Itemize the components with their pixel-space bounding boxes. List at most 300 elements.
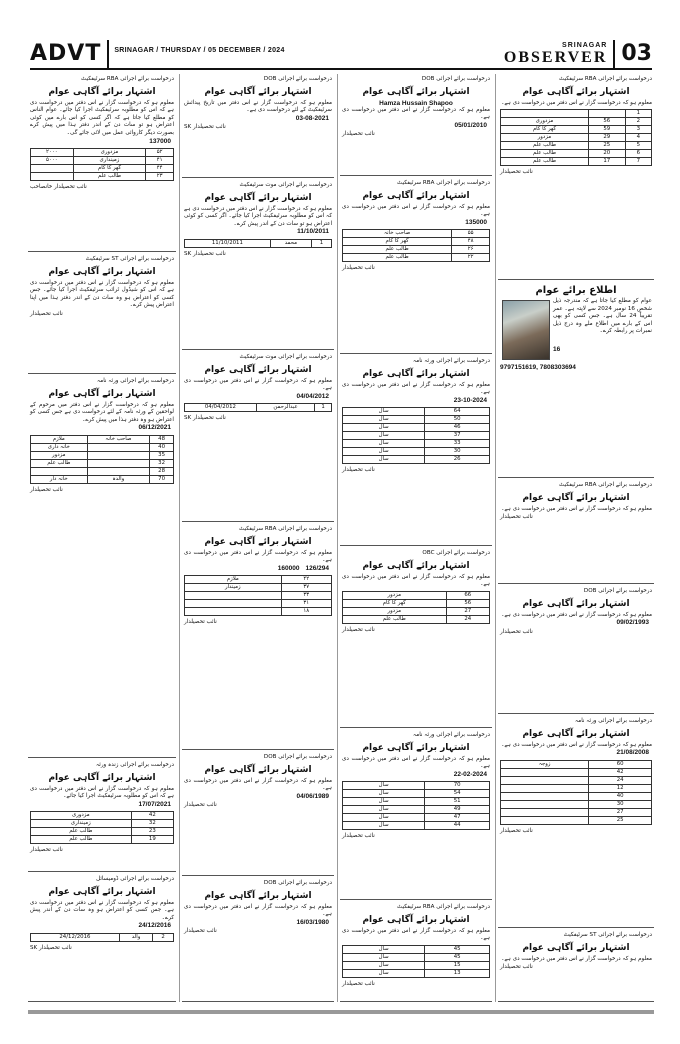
column-2 — [182, 74, 334, 1002]
heirs-table — [30, 811, 174, 844]
table-cell: 32 — [150, 459, 174, 467]
notice-date: 06/12/2021 — [138, 424, 171, 432]
notice-meta — [184, 919, 332, 928]
section-label: ADVT — [30, 40, 109, 68]
table-cell: ۳۷ — [281, 584, 331, 592]
table-cell: ۳۳ — [281, 592, 331, 600]
table-row — [31, 828, 174, 836]
ad-notice — [28, 376, 176, 758]
ad-notice — [498, 586, 654, 714]
table-cell: 19 — [131, 836, 173, 844]
signatory: نائب تحصیلدار SK — [30, 944, 72, 951]
table-row — [501, 110, 652, 118]
notice-heading: اشتہار برائے آگاہی عوام — [522, 492, 630, 503]
notice-date: 09/02/1993 — [616, 619, 649, 627]
table-row — [343, 953, 490, 961]
table-cell: عبدالرحمن — [256, 404, 314, 412]
table-cell: 37 — [425, 432, 490, 440]
table-cell: زوجہ — [501, 760, 589, 768]
table-row — [343, 591, 490, 599]
application-subject: درخواست برائے اجرائی DOB — [263, 880, 332, 886]
table-cell: 42 — [589, 768, 652, 776]
table-row — [343, 969, 490, 977]
notice-heading: اشتہار برائے آگاہی عوام — [362, 86, 470, 97]
table-cell — [501, 816, 589, 824]
notice-date: 22-02-2024 — [453, 770, 487, 778]
notice-heading: اشتہار برائے آگاہی عوام — [362, 560, 470, 571]
table-row — [501, 760, 652, 768]
ad-notice — [28, 760, 176, 872]
table-row — [343, 822, 490, 830]
table-row — [31, 812, 174, 820]
table-cell: مزدور — [343, 591, 447, 599]
signatory: نائب تحصیلدار — [342, 467, 375, 474]
heirs-table — [342, 945, 490, 978]
signatory: نائب تحصیلدار — [30, 486, 63, 493]
ad-notice — [182, 180, 334, 350]
notice-heading: اشتہار برائے آگاہی عوام — [204, 890, 312, 901]
notice-heading: اشتہار برائے آگاہی عوام — [522, 942, 630, 953]
brand-name: OBSERVER — [503, 49, 608, 66]
table-cell — [185, 600, 282, 608]
table-cell: 51 — [425, 798, 490, 806]
notice-heading: اشتہار برائے آگاہی عوام — [204, 86, 312, 97]
table-row — [343, 254, 490, 262]
notice-date: 16 — [553, 345, 561, 353]
table-cell: محمد — [270, 239, 311, 247]
table-row — [343, 806, 490, 814]
table-cell — [185, 592, 282, 600]
signatory: نائب تحصیلدار SK — [184, 250, 226, 257]
heirs-table — [342, 591, 490, 624]
table-cell: زمیندار — [185, 584, 282, 592]
notice-heading: اشتہار برائے آگاہی عوام — [204, 192, 312, 203]
table-cell: 70 — [425, 782, 490, 790]
application-subject: درخواست برائے اجرائی موت سرٹیفکیٹ — [239, 182, 332, 188]
table-cell: 24/12/2016 — [31, 933, 120, 941]
table-row — [185, 404, 332, 412]
notice-heading: اشتہار برائے آگاہی عوام — [48, 388, 156, 399]
notice-body: عوام کو مطلع کیا جاتا ہے کہ مندرجہ ذیل شخص 16 نومبر 2024 سے لاپتہ ہے۔ عمر تقریباً 24 سال ہے۔ جس کسی کو بھی اس کے بارے میں اطلاع ملے وہ درج ذیل نمبرات پر رابطہ کرے۔ — [553, 298, 653, 335]
table-row — [501, 816, 652, 824]
table-row — [31, 475, 174, 483]
application-subject: درخواست برائے اجرائی DOB — [583, 588, 652, 594]
table-cell: زمینداری — [31, 820, 132, 828]
table-cell — [501, 768, 589, 776]
table-row — [501, 792, 652, 800]
table-cell: گھر کا کام — [343, 238, 452, 246]
heirs-table — [500, 109, 652, 166]
table-cell: ۳۱ — [281, 600, 331, 608]
table-row — [343, 238, 490, 246]
notice-body: معلوم ہو کہ درخواست گزار نے اس دفتر میں درخواست دی ہے۔ — [342, 106, 490, 121]
signatory: نائب تحصیلدار خانصاحب — [30, 184, 87, 191]
table-cell: 54 — [425, 790, 490, 798]
table-cell: 04/04/2012 — [185, 404, 257, 412]
table-cell: سال — [343, 448, 425, 456]
application-subject: درخواست برائے اجرائی RBA سرٹیفکیٹ — [397, 904, 490, 910]
table-cell: مزدور — [343, 607, 447, 615]
table-cell: ۴۸ — [452, 238, 490, 246]
table-row — [343, 961, 490, 969]
table-cell: 26 — [425, 456, 490, 464]
table-cell: ۴۲ — [281, 576, 331, 584]
table-cell: ملازم — [185, 576, 282, 584]
table-cell: طالب علم — [31, 828, 132, 836]
notice-meta — [184, 228, 332, 237]
table-cell: گھر کا کام — [343, 599, 447, 607]
table-cell: 25 — [589, 816, 652, 824]
table-cell: 15 — [425, 961, 490, 969]
application-subject: درخواست برائے اجرائی DOB — [263, 754, 332, 760]
heirs-table — [500, 760, 652, 825]
table-row — [185, 608, 332, 616]
ad-notice — [498, 480, 654, 584]
ad-notice — [28, 874, 176, 1002]
missing-person-photo — [502, 300, 550, 360]
application-subject: درخواست برائے اجرائی RBA سرٹیفکیٹ — [239, 526, 332, 532]
table-cell: طالب علم — [31, 836, 132, 844]
ad-notice — [340, 356, 492, 546]
table-cell: گھر کا کام — [73, 165, 146, 173]
table-cell: 17 — [588, 158, 625, 166]
table-cell: ۱۸ — [281, 608, 331, 616]
table-row — [343, 246, 490, 254]
table-cell: سال — [343, 432, 425, 440]
table-cell: 45 — [425, 953, 490, 961]
table-row — [343, 456, 490, 464]
table-row — [31, 467, 174, 475]
table-cell: سال — [343, 416, 425, 424]
application-subject: درخواست برائے اجرائی RBA سرٹیفکیٹ — [559, 76, 652, 82]
table-cell: سال — [343, 424, 425, 432]
heirs-table — [184, 239, 332, 248]
table-cell — [501, 110, 589, 118]
table-row — [185, 576, 332, 584]
table-row — [343, 408, 490, 416]
table-cell: 7 — [625, 158, 651, 166]
table-row — [31, 836, 174, 844]
signatory: نائب تحصیلدار — [30, 310, 63, 317]
application-subject: درخواست برائے اجرائی DOB — [421, 76, 490, 82]
notice-heading: اشتہار برائے آگاہی عوام — [48, 266, 156, 277]
application-subject: درخواست برائے اجرائی ڈومیسائل — [96, 876, 174, 882]
table-cell: 11/10/2011 — [185, 239, 271, 247]
table-cell: صاحب خانہ — [87, 435, 150, 443]
notice-meta — [184, 565, 332, 574]
signatory: نائب تحصیلدار — [184, 619, 217, 626]
table-cell — [31, 173, 74, 181]
table-cell — [501, 792, 589, 800]
table-cell: 42 — [131, 812, 173, 820]
notice-body: معلوم ہو کہ درخواست گزار نے اس دفتر میں درخواست دی ہے کہ اس کو مطلوبہ سرٹیفکیٹ اجرا کیا جائے۔ اگر کسی کو کوئی اعتراض ہو تو سات دن کے اندر پیش کرے۔ — [184, 205, 332, 227]
table-cell: ۲۶ — [452, 246, 490, 254]
ad-notice — [340, 902, 492, 1002]
notice-body: معلوم ہو کہ درخواست گزار نے اس دفتر میں درخواست دی ہے۔ — [342, 203, 490, 218]
table-cell — [87, 467, 150, 475]
table-row — [343, 599, 490, 607]
table-cell: سال — [343, 814, 425, 822]
notice-body: معلوم ہو کہ درخواست گزار نے اس دفتر میں درخواست دی ہے۔ — [184, 903, 332, 918]
table-cell: 66 — [446, 591, 489, 599]
table-cell: مزدوری — [73, 149, 146, 157]
table-row — [343, 615, 490, 623]
table-cell: مزدور — [31, 451, 88, 459]
table-cell: مزدوری — [31, 812, 132, 820]
table-row — [343, 814, 490, 822]
table-cell: 6 — [625, 150, 651, 158]
table-cell: خانہ دار — [31, 475, 88, 483]
table-cell: ملازم — [31, 435, 88, 443]
table-cell: 4 — [625, 134, 651, 142]
table-cell: 50 — [425, 416, 490, 424]
table-cell: 44 — [425, 822, 490, 830]
table-row — [31, 820, 174, 828]
brand — [504, 42, 613, 66]
applicant-name: Hamza Hussain Shapoo — [379, 99, 453, 107]
ad-notice — [182, 74, 334, 178]
notice-heading: اشتہار برائے آگاہی عوام — [48, 86, 156, 97]
table-cell: ۵۰۰۰ — [31, 157, 74, 165]
notice-heading: اشتہار برائے آگاہی عوام — [48, 886, 156, 897]
application-subject: درخواست برائے اجرائی ورثہ نامہ — [412, 358, 490, 364]
ad-notice — [182, 352, 334, 522]
notice-body: معلوم ہو کہ درخواست گزار نے اس دفتر میں درخواست دی ہے۔ — [342, 755, 490, 770]
table-cell: 59 — [588, 126, 625, 134]
notice-meta — [342, 397, 490, 406]
notice-heading: اشتہار برائے آگاہی عوام — [48, 772, 156, 783]
notice-figure: 137000 — [149, 137, 171, 145]
notice-meta — [500, 749, 652, 758]
table-cell: 5 — [625, 142, 651, 150]
table-cell: 46 — [425, 424, 490, 432]
table-cell: 30 — [425, 448, 490, 456]
table-cell: ۲۲ — [452, 254, 490, 262]
ad-notice — [28, 254, 176, 374]
table-cell — [31, 165, 74, 173]
table-row — [343, 790, 490, 798]
heirs-table — [184, 575, 332, 616]
table-cell: سال — [343, 961, 425, 969]
dateline: SRINAGAR / THURSDAY / 05 DECEMBER / 2024 — [114, 47, 285, 54]
ad-notice — [340, 548, 492, 728]
notice-meta — [184, 793, 332, 802]
table-cell: طالب علم — [501, 142, 589, 150]
notice-date: 23-10-2024 — [453, 396, 487, 404]
notice-figure2: 160000 — [277, 564, 300, 572]
notice-body: معلوم ہو کہ درخواست گزار نے اس دفتر میں درخواست دی ہے۔ جس کسی کو اعتراض ہو وہ سات دن کے اندر پیش کرے۔ — [30, 899, 174, 921]
table-cell: ۵۲ — [146, 149, 174, 157]
table-cell — [501, 800, 589, 808]
notice-body: معلوم ہو کہ درخواست گزار نے اس دفتر میں درخواست دی ہے۔ — [501, 741, 652, 748]
application-subject: درخواست برائے اجرائی ورثہ نامہ — [574, 718, 652, 724]
table-row — [343, 782, 490, 790]
table-cell: خانہ داری — [31, 443, 88, 451]
page-number: 03 — [613, 40, 652, 68]
table-cell: 70 — [150, 475, 174, 483]
table-cell: ۴۱ — [146, 157, 174, 165]
table-row — [501, 150, 652, 158]
table-row — [501, 800, 652, 808]
signatory: نائب تحصیلدار — [500, 169, 533, 176]
table-cell: مزدور — [501, 134, 589, 142]
table-cell — [501, 776, 589, 784]
notice-body: معلوم ہو کہ درخواست گزار نے اس دفتر میں درخواست دی ہے۔ — [184, 377, 332, 392]
column-divider — [179, 74, 180, 1002]
table-cell: سال — [343, 806, 425, 814]
table-cell: طالب علم — [343, 246, 452, 254]
notice-meta — [342, 219, 490, 228]
table-cell: سال — [343, 953, 425, 961]
notice-title: اطلاع برائے عوام — [535, 285, 617, 296]
notice-heading: اشتہار برائے آگاہی عوام — [362, 190, 470, 201]
notice-date: 03-08-2021 — [295, 114, 329, 122]
table-cell: سال — [343, 456, 425, 464]
ad-notice — [340, 178, 492, 354]
notice-figure: 126/294 — [305, 564, 329, 572]
table-cell: 27 — [446, 607, 489, 615]
table-cell: 1 — [311, 239, 331, 247]
column-3 — [340, 74, 492, 1002]
table-cell — [501, 784, 589, 792]
signatory: نائب تحصیلدار — [30, 847, 63, 854]
table-cell: گھر کا کام — [501, 126, 589, 134]
table-cell: 40 — [589, 792, 652, 800]
notice-date: 17/07/2021 — [138, 800, 171, 808]
table-cell: سال — [343, 969, 425, 977]
table-cell: سال — [343, 782, 425, 790]
signatory: نائب تحصیلدار — [342, 833, 375, 840]
ad-notice — [498, 716, 654, 928]
notice-date: 21/08/2008 — [616, 749, 649, 757]
notice-body: معلوم ہو کہ درخواست گزار نے اس دفتر میں درخواست دی ہے کہ اس کو شیڈول ٹرائب سرٹیفکیٹ اجرا کیا جائے۔ جس کسی کو اعتراض ہو وہ سات دن کے اندر دفتر ہذا میں اپنا اعتراض پیش کرے۔ — [30, 279, 174, 309]
table-cell: ۲۳ — [146, 173, 174, 181]
notice-body: معلوم ہو کہ درخواست گزار نے اس دفتر میں درخواست دی ہے۔ — [184, 549, 332, 564]
table-cell: 2 — [153, 933, 174, 941]
table-cell: طالب علم — [73, 173, 146, 181]
application-subject: درخواست برائے اجرائی ورثہ نامہ — [96, 378, 174, 384]
heirs-table — [184, 403, 332, 412]
table-cell: 3 — [625, 126, 651, 134]
notice-figure: 135000 — [465, 218, 487, 226]
table-row — [343, 424, 490, 432]
table-row — [501, 768, 652, 776]
table-cell: 28 — [150, 467, 174, 475]
table-cell: والدہ — [87, 475, 150, 483]
table-cell: ۲۰۰۰ — [31, 149, 74, 157]
ad-columns — [28, 74, 654, 1002]
signatory: نائب تحصیلدار — [500, 628, 533, 635]
notice-heading: اشتہار برائے آگاہی عوام — [522, 728, 630, 739]
column-4 — [498, 74, 654, 1002]
notice-body: معلوم ہو کہ درخواست گزار نے اس دفتر میں مرحوم کے لواحقین کے ورثہ نامہ کے لئے درخواست دی ہے جس کسی کو اعتراض ہو وہ دفتر ہذا میں پیش کرے۔ — [30, 401, 174, 423]
application-subject: درخواست برائے اجرائی ST سرٹیفکیٹ — [563, 932, 652, 938]
masthead — [30, 38, 652, 70]
table-cell: 13 — [425, 969, 490, 977]
table-cell: سال — [343, 945, 425, 953]
notice-body: معلوم ہو کہ درخواست گزار نے اس دفتر میں درخواست دی ہے۔ — [501, 99, 652, 106]
application-subject: درخواست برائے اجرائی DOB — [263, 76, 332, 82]
notice-meta — [184, 393, 332, 402]
table-row — [343, 440, 490, 448]
table-cell: 23 — [131, 828, 173, 836]
heirs-table — [30, 435, 174, 484]
table-cell: 45 — [425, 945, 490, 953]
application-subject: درخواست برائے اجرائی RBA سرٹیفکیٹ — [397, 180, 490, 186]
table-cell — [87, 451, 150, 459]
table-cell — [87, 459, 150, 467]
notice-heading: اشتہار برائے آگاہی عوام — [362, 914, 470, 925]
table-row — [31, 435, 174, 443]
signatory: نائب تحصیلدار — [500, 827, 533, 834]
ad-notice — [498, 74, 654, 280]
table-cell: زمینداری — [73, 157, 146, 165]
signatory: نائب تحصیلدار — [500, 964, 533, 971]
signatory: نائب تحصیلدار — [500, 514, 533, 521]
heirs-table — [342, 229, 490, 262]
table-cell: سال — [343, 790, 425, 798]
ad-notice — [182, 878, 334, 1002]
table-row — [185, 239, 332, 247]
notice-meta — [30, 801, 174, 810]
heirs-table — [342, 781, 490, 830]
notice-body: معلوم ہو کہ درخواست گزار نے اس دفتر میں درخواست دی ہے۔ — [342, 381, 490, 396]
application-subject: درخواست برائے اجرائی ST سرٹیفکیٹ — [85, 256, 174, 262]
signatory: نائب تحصیلدار SK — [184, 124, 226, 131]
application-subject: درخواست برائے اجرائی OBC — [422, 550, 490, 556]
notice-meta — [30, 922, 174, 931]
notice-date: 11/10/2011 — [297, 228, 329, 236]
table-cell: طالب علم — [501, 150, 589, 158]
table-row — [501, 134, 652, 142]
table-cell: 33 — [425, 440, 490, 448]
notice-heading: اشتہار برائے آگاہی عوام — [362, 368, 470, 379]
table-row — [185, 592, 332, 600]
signatory: نائب تحصیلدار — [342, 265, 375, 272]
notice-heading: اشتہار برائے آگاہی عوام — [204, 364, 312, 375]
table-cell: 2 — [625, 118, 651, 126]
table-cell: 40 — [150, 443, 174, 451]
notice-meta — [342, 122, 490, 131]
table-cell — [185, 608, 282, 616]
notice-heading: اشتہار برائے آگاہی عوام — [362, 742, 470, 753]
table-cell: 48 — [150, 435, 174, 443]
table-cell: طالب علم — [501, 158, 589, 166]
notice-date: 04/04/2012 — [296, 392, 329, 400]
table-row — [31, 157, 174, 165]
table-cell: والد — [119, 933, 152, 941]
table-cell: 56 — [446, 599, 489, 607]
heirs-table — [30, 933, 174, 942]
table-cell: طالب علم — [31, 459, 88, 467]
table-cell: 32 — [131, 820, 173, 828]
table-row — [501, 776, 652, 784]
table-cell: 12 — [589, 784, 652, 792]
table-cell: 25 — [588, 142, 625, 150]
heirs-table — [342, 407, 490, 464]
table-row — [31, 933, 174, 941]
table-row — [343, 432, 490, 440]
signatory: نائب تحصیلدار — [184, 928, 217, 935]
notice-heading: اشتہار برائے آگاہی عوام — [204, 536, 312, 547]
column-1 — [28, 74, 176, 1002]
signatory: نائب تحصیلدار SK — [184, 415, 226, 422]
table-cell: 1 — [625, 110, 651, 118]
table-cell: مزدوری — [501, 118, 589, 126]
table-row — [501, 118, 652, 126]
notice-meta — [500, 619, 652, 628]
table-row — [501, 808, 652, 816]
